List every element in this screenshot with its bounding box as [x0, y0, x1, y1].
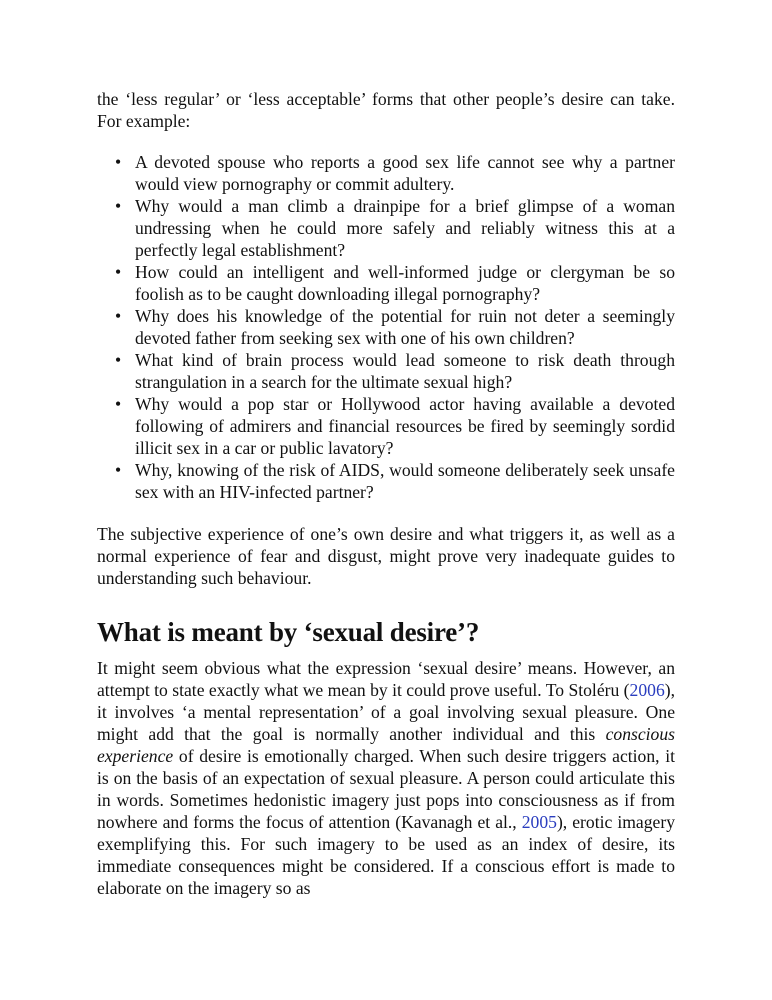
page-content — [97, 88, 675, 899]
section-paragraph — [97, 657, 675, 899]
list-item — [115, 261, 675, 305]
section-heading: What is meant by ‘sexual desire’? — [97, 617, 480, 647]
citation-link-kavanagh-2005[interactable]: 2005 — [521, 812, 557, 832]
bullet-icon: • — [115, 306, 122, 326]
list-item — [115, 459, 675, 503]
list-item — [115, 151, 675, 195]
text-run: ), it involves ‘a mental representation’ of a goal involving sexual pleasure. One might add that the goal is normally another individual and this — [97, 680, 675, 744]
list-item-text: What kind of brain process would lead someone to risk death through strangulation in a search for the ultimate sexual high? — [135, 350, 675, 392]
examples-list — [97, 151, 675, 503]
intro-paragraph: the ‘less regular’ or ‘less acceptable’ forms that other people’s desire can take. For example: — [97, 89, 675, 131]
list-item-text: A devoted spouse who reports a good sex life cannot see why a partner would view pornography or commit adultery. — [135, 152, 675, 194]
list-item — [115, 195, 675, 261]
bullet-icon: • — [115, 196, 122, 216]
text-run: of desire is emotionally charged. When such desire triggers action, it is on the basis of an expectation of sexual pleasure. A person could articulate this in words. Sometimes hedonistic imagery just pops into consciousness as if from nowhere and forms the focus of attention (Kavanagh et al., — [97, 746, 675, 832]
bullet-icon: • — [115, 394, 122, 414]
list-item — [115, 305, 675, 349]
bullet-icon: • — [115, 152, 122, 172]
list-item-text: How could an intelligent and well-informed judge or clergyman be so foolish as to be caught downloading illegal pornography? — [135, 262, 675, 304]
text-run: ), erotic imagery exemplifying this. For such imagery to be used as an index of desire, its immediate consequences might be considered. If a conscious effort is made to elaborate on the imagery so as — [97, 812, 675, 898]
list-item-text: Why would a pop star or Hollywood actor having available a devoted following of admirers and financial resources be fired by seemingly sordid illicit sex in a car or public lavatory? — [135, 394, 675, 458]
bullet-icon: • — [115, 262, 122, 282]
list-item-text: Why does his knowledge of the potential for ruin not deter a seemingly devoted father from seeking sex with one of his own children? — [135, 306, 675, 348]
list-item-text: Why would a man climb a drainpipe for a brief glimpse of a woman undressing when he could more safely and reliably witness this at a perfectly legal establishment? — [135, 196, 675, 260]
text-run: It might seem obvious what the expression ‘sexual desire’ means. However, an attempt to state exactly what we mean by it could prove useful. To Stoléru ( — [97, 658, 675, 700]
bullet-icon: • — [115, 350, 122, 370]
list-item — [115, 393, 675, 459]
citation-link-stoleru-2006[interactable]: 2006 — [629, 680, 665, 700]
list-item-text: Why, knowing of the risk of AIDS, would someone deliberately seek unsafe sex with an HIV-infected partner? — [135, 460, 675, 502]
list-item — [115, 349, 675, 393]
bullet-icon: • — [115, 460, 122, 480]
emphasis-text: conscious experience — [97, 724, 675, 766]
closing-paragraph: The subjective experience of one’s own desire and what triggers it, as well as a normal experience of fear and disgust, might prove very inadequate guides to understanding such behaviour. — [97, 524, 675, 588]
